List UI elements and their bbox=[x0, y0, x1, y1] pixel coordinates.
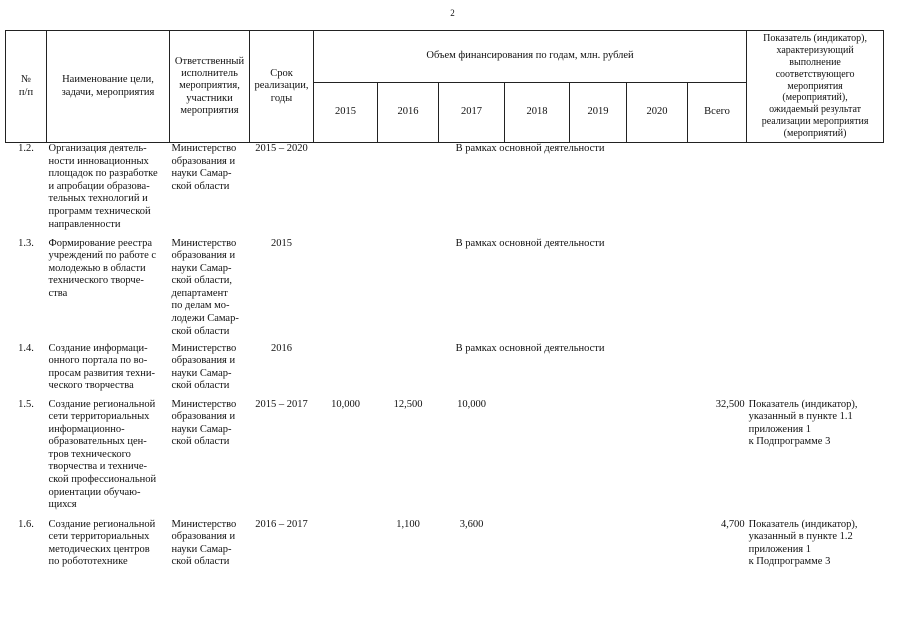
row-value-2019 bbox=[570, 519, 627, 579]
row-term: 2015 – 2017 bbox=[255, 398, 308, 410]
row-executor: Министерство образования и науки Самар- ской области bbox=[171, 342, 237, 392]
header-year-2017: 2017 bbox=[439, 83, 505, 143]
header-year-2016: 2016 bbox=[378, 83, 439, 143]
table-row bbox=[6, 343, 884, 399]
row-value-2016: 12,500 bbox=[393, 398, 423, 410]
page-number: 2 bbox=[450, 8, 455, 18]
row-indicator bbox=[747, 238, 884, 343]
row-term: 2015 bbox=[271, 237, 292, 249]
row-span-note: В рамках основной деятельности bbox=[455, 143, 605, 154]
row-total: 4,700 bbox=[720, 518, 745, 530]
table-row bbox=[6, 519, 884, 579]
row-indicator bbox=[747, 343, 884, 399]
table-body bbox=[6, 143, 884, 579]
header-financing: Объем финансирования по годам, млн. рублей bbox=[314, 31, 747, 83]
header-year-2020: 2020 bbox=[627, 83, 688, 143]
table-row bbox=[6, 143, 884, 238]
row-num: 1.6. bbox=[18, 518, 34, 530]
header-year-2018: 2018 bbox=[505, 83, 570, 143]
row-value-2018 bbox=[505, 399, 570, 519]
row-value-2020 bbox=[627, 519, 688, 579]
row-span-note: В рамках основной деятельности bbox=[455, 342, 605, 354]
header-executor: Ответственный исполнитель мероприятия, участники мероприятия bbox=[170, 31, 250, 143]
row-value-2018 bbox=[505, 519, 570, 579]
row-indicator: Показатель (индикатор), указанный в пункте 1.1 приложения 1 к Подпрограмме 3 bbox=[748, 398, 858, 448]
row-executor: Министерство образования и науки Самар- ской области bbox=[171, 143, 237, 192]
table-row bbox=[6, 399, 884, 519]
header-term: Срок реализации, годы bbox=[250, 31, 314, 143]
header-name: Наименование цели, задачи, мероприятия bbox=[47, 31, 170, 143]
row-name: Формирование реестра учреждений по работе с молодежью в области технического творче- ства bbox=[48, 237, 157, 299]
table-row bbox=[6, 238, 884, 343]
row-name: Создание информаци- онного портала по во- просам развития техни- ческого творчества bbox=[48, 342, 155, 392]
header-year-2015: 2015 bbox=[314, 83, 378, 143]
row-value-2017: 10,000 bbox=[457, 398, 486, 410]
row-value-2019 bbox=[570, 399, 627, 519]
row-num: 1.3. bbox=[18, 237, 34, 249]
table-header bbox=[6, 31, 884, 143]
row-executor: Министерство образования и науки Самар- ской области bbox=[171, 398, 237, 448]
row-name: Создание региональной сети территориальных методических центров по робототехнике bbox=[48, 518, 156, 568]
row-executor: Министерство образования и науки Самар- ской области, департамент по делам мо- лодежи Самар- ской области bbox=[171, 237, 239, 337]
row-name: Создание региональной сети территориальных информационно- образовательных цен- тров технического творчества и техниче- ской профессиональной ориентации обучаю- щихся bbox=[48, 398, 157, 511]
row-num: 1.2. bbox=[18, 143, 34, 154]
row-total: 32,500 bbox=[715, 398, 745, 410]
row-value-2017: 3,600 bbox=[459, 518, 484, 530]
row-value-2015 bbox=[314, 519, 378, 579]
row-term: 2016 – 2017 bbox=[255, 518, 308, 530]
header-total: Всего bbox=[688, 83, 747, 143]
row-term: 2016 bbox=[271, 342, 292, 354]
row-name: Организация деятель- ности инновационных площадок по разработке и апробации образова- тельных технологий и программ технической направленности bbox=[48, 143, 158, 230]
row-span-note: В рамках основной деятельности bbox=[455, 237, 605, 249]
row-value-2016: 1,100 bbox=[396, 518, 420, 530]
financing-table bbox=[5, 30, 884, 579]
row-value-2015: 10,000 bbox=[331, 398, 360, 410]
row-indicator: Показатель (индикатор), указанный в пункте 1.2 приложения 1 к Подпрограмме 3 bbox=[748, 518, 858, 568]
row-term: 2015 – 2020 bbox=[255, 143, 308, 154]
row-value-2020 bbox=[627, 399, 688, 519]
row-executor: Министерство образования и науки Самар- ской области bbox=[171, 518, 237, 568]
header-indicator: Показатель (индикатор), характеризующий выполнение соответствующего мероприятия (мероприятий), ожидаемый результат реализации мероприятия (мероприятий) bbox=[747, 31, 884, 143]
header-num: № п/п bbox=[6, 31, 47, 143]
header-year-2019: 2019 bbox=[570, 83, 627, 143]
row-num: 1.5. bbox=[18, 398, 34, 410]
row-indicator bbox=[747, 143, 884, 238]
row-num: 1.4. bbox=[18, 342, 34, 354]
